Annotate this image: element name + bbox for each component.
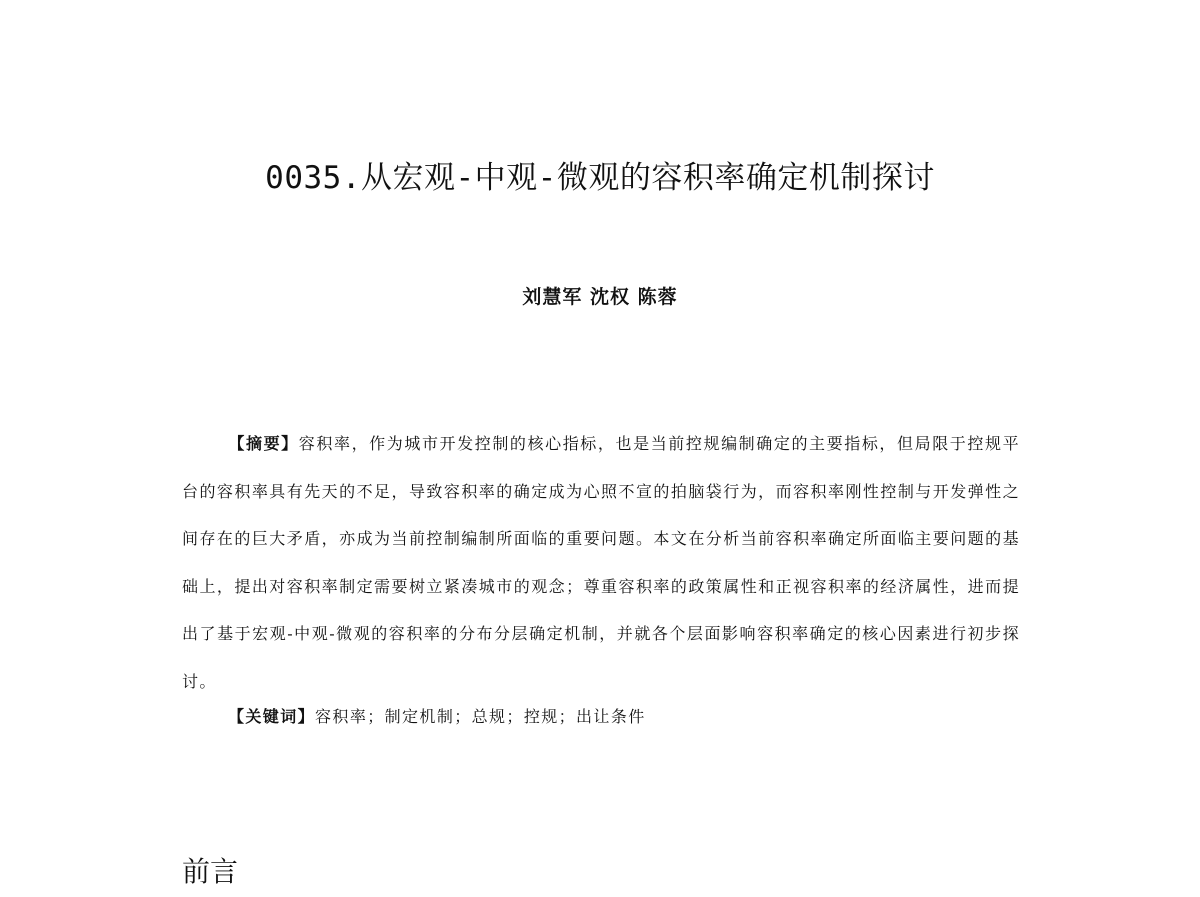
section-heading-preface: 前言: [182, 855, 239, 888]
abstract-paragraph: [182, 420, 1020, 705]
keywords-line: [228, 704, 646, 727]
keywords-text: 容积率；制定机制；总规；控规；出让条件: [315, 707, 646, 726]
abstract-label: 【摘要】: [228, 434, 299, 453]
abstract-text: 容积率，作为城市开发控制的核心指标，也是当前控规编制确定的主要指标，但局限于控规平台的容积率具有先天的不足，导致容积率的确定成为心照不宣的拍脑袋行为，而容积率刚性控制与开发弹性之间存在的巨大矛盾，亦成为当前控制编制所面临的重要问题。本文在分析当前容积率确定所面临主要问题的基础上，提出对容积率制定需要树立紧凑城市的观念；尊重容积率的政策属性和正视容积率的经济属性，进而提出了基于宏观-中观-微观的容积率的分布分层确定机制，并就各个层面影响容积率确定的核心因素进行初步探讨。: [182, 434, 1020, 691]
keywords-label: 【关键词】: [228, 707, 316, 726]
paper-title: 0035.从宏观-中观-微观的容积率确定机制探讨: [265, 160, 935, 196]
paper-authors: 刘慧军 沈权 陈蓉: [522, 286, 678, 308]
